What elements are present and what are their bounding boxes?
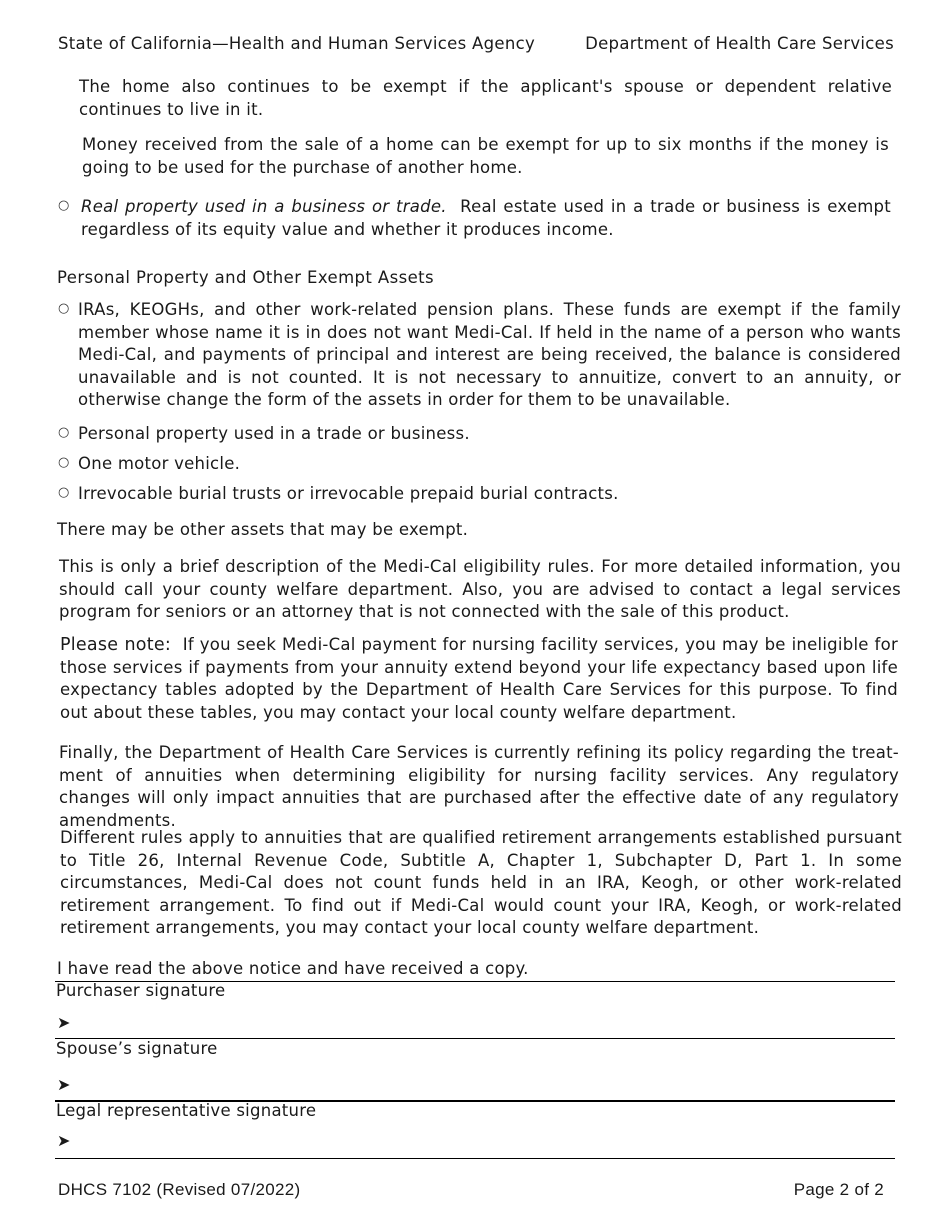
section-heading-personal-property: Personal Property and Other Exempt Assets [57, 268, 435, 287]
real-property-body: Real estate used in a trade or business is exempt regardless of its equity value and whether it produces income. [81, 197, 891, 239]
arrow-right-icon: ➤ [57, 1013, 71, 1032]
paragraph-finally: Finally, the Department of Health Care Services is currently refining its policy regarding the treat-ment of annuities when determining eligibility for nursing facility services. Any regulatory changes will only impact annuities that are purchased after the effective date of any regulatory amendments. [59, 743, 899, 830]
list-item-ira: IRAs, KEOGHs, and other work-related pension plans. These funds are exempt if the family member whose name it is in does not want Medi-Cal. If held in the name of a person who wants Medi-Cal, and payments of principal and interest are being received, the balance is considered unavailable and is not counted. It is not necessary to annuitize, convert to an annuity, or otherwise change the form of the assets in order for them to be unavailable. [78, 300, 901, 409]
form-identifier: DHCS 7102 (Revised 07/2022) [58, 1180, 301, 1199]
paragraph-real-property [81, 196, 891, 241]
bullet-icon: ○ [58, 425, 70, 440]
paragraph-different-rules: Different rules apply to annuities that are qualified retirement arrangements established pursuant to Title 26, Internal Revenue Code, Subtitle A, Chapter 1, Subchapter D, Part 1. In some circumstances, Medi-Cal does not count funds held in an IRA, Keogh, or other work-related retirement arrangement. To find out if Medi-Cal would count your IRA, Keogh, or work-related retirement arrangements, you may contact your local county welfare department. [60, 828, 902, 937]
arrow-right-icon: ➤ [57, 1075, 71, 1094]
spouse-signature-label: Spouse’s signature [56, 1039, 218, 1058]
list-item-burial: Irrevocable burial trusts or irrevocable prepaid burial contracts. [78, 484, 619, 503]
bullet-icon: ○ [58, 198, 70, 213]
paragraph-home-sale: Money received from the sale of a home can be exempt for up to six months if the money is going to be used for the purchase of another home. [82, 135, 889, 177]
list-item-motor-vehicle: One motor vehicle. [78, 454, 241, 473]
bullet-icon: ○ [58, 301, 70, 316]
legal-representative-signature-label: Legal representative signature [56, 1101, 317, 1120]
header-agency: State of California—Health and Human Services Agency [58, 34, 536, 53]
paragraph-brief-description: This is only a brief description of the Medi-Cal eligibility rules. For more detailed information, you should call your county welfare department. Also, you are advised to contact a legal services program for seniors or an attorney that is not connected with the sale of this product. [59, 557, 901, 621]
real-property-term: Real property used in a business or trade. [81, 197, 447, 216]
page-number: Page 2 of 2 [793, 1180, 884, 1199]
paragraph-other-assets: There may be other assets that may be exempt. [57, 520, 469, 539]
paragraph-please-note [60, 634, 898, 724]
please-note-text: If you seek Medi-Cal payment for nursing facility services, you may be ineligible for those services if payments from your annuity extend beyond your life expectancy based upon life expectancy tables adopted by the Department of Health Care Services for this purpose. To find out about these tables, you may contact your local county welfare department. [60, 635, 898, 722]
header-department: Department of Health Care Services [585, 34, 894, 53]
purchaser-signature-label: Purchaser signature [56, 981, 226, 1000]
please-note-label: Please note: [60, 635, 172, 655]
arrow-right-icon: ➤ [57, 1131, 71, 1150]
list-item-trade-property: Personal property used in a trade or business. [78, 424, 470, 443]
bullet-icon: ○ [58, 485, 70, 500]
bullet-icon: ○ [58, 455, 70, 470]
paragraph-home-exempt: The home also continues to be exempt if the applicant's spouse or dependent relative continues to live in it. [79, 77, 892, 119]
legal-representative-signature-line[interactable] [55, 1158, 895, 1159]
acknowledgement-statement: I have read the above notice and have received a copy. [57, 959, 529, 978]
